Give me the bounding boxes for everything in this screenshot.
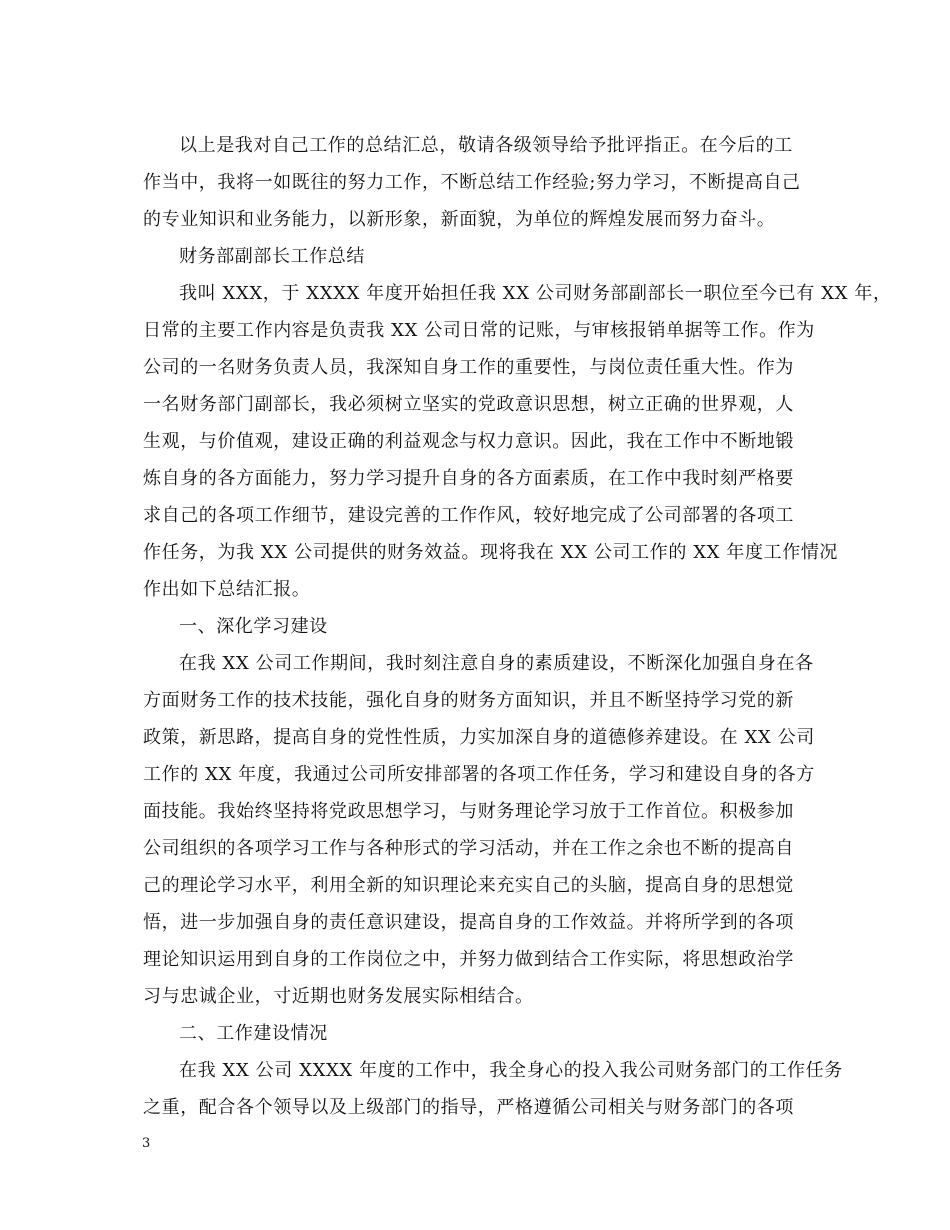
paragraph-line: 炼自身的各方面能力，努力学习提升自身的各方面素质，在工作中我时刻严格要 [143,468,794,489]
paragraph-line: 面技能。我始终坚持将党政思想学习，与财务理论学习放于工作首位。积极参加 [143,801,794,822]
paragraph-line: 之重，配合各个领导以及上级部门的指导，严格遵循公司相关与财务部门的各项 [143,1097,794,1118]
paragraph-line: 作当中，我将一如既往的努力工作，不断总结工作经验;努力学习，不断提高自己 [143,172,801,193]
paragraph-line: 作出如下总结汇报。 [143,579,311,600]
paragraph-line: 生观，与价值观，建设正确的利益观念与权力意识。因此，我在工作中不断地锻 [143,431,794,452]
section-title: 财务部副部长工作总结 [179,246,365,267]
paragraph-line: 在我 XX 公司 XXXX 年度的工作中，我全身心的投入我公司财务部门的工作任务 [179,1060,843,1081]
paragraph-line: 求自己的各项工作细节，建设完善的工作作风，较好地完成了公司部署的各项工 [143,505,794,526]
paragraph-line: 一名财务部门副部长，我必须树立坚实的党政意识思想，树立正确的世界观，人 [143,394,794,415]
paragraph-line: 习与忠诚企业，寸近期也财务发展实际相结合。 [143,986,534,1007]
paragraph-line: 悟，进一步加强自身的责任意识建设，提高自身的工作效益。并将所学到的各项 [143,912,794,933]
paragraph-line: 在我 XX 公司工作期间，我时刻注意自身的素质建设，不断深化加强自身在各 [179,653,814,674]
paragraph-line: 的专业知识和业务能力，以新形象，新面貌，为单位的辉煌发展而努力奋斗。 [143,209,776,230]
paragraph-line: 以上是我对自己工作的总结汇总，敬请各级领导给予批评指正。在今后的工 [179,135,793,156]
paragraph-line: 理论知识运用到自身的工作岗位之中，并努力做到结合工作实际，将思想政治学 [143,949,794,970]
paragraph-line: 作任务，为我 XX 公司提供的财务效益。现将我在 XX 公司工作的 XX 年度工作情况 [143,542,839,563]
paragraph-line: 我叫 XXX，于 XXXX 年度开始担任我 XX 公司财务部副部长一职位至今已有 XX 年， [179,283,892,304]
paragraph-line: 公司组织的各项学习工作与各种形式的学习活动，并在工作之余也不断的提高自 [143,838,794,859]
paragraph-line: 方面财务工作的技术技能，强化自身的财务方面知识，并且不断坚持学习党的新 [143,690,794,711]
section-heading: 二、工作建设情况 [179,1023,328,1044]
paragraph-line: 日常的主要工作内容是负责我 XX 公司日常的记账，与审核报销单据等工作。作为 [143,320,815,341]
paragraph-line: 政策，新思路，提高自身的党性性质，力实加深自身的道德修养建设。在 XX 公司 [143,727,815,748]
section-heading: 一、深化学习建设 [179,616,328,637]
paragraph-line: 工作的 XX 年度，我通过公司所安排部署的各项工作任务，学习和建设自身的各方 [143,764,815,785]
paragraph-line: 公司的一名财务负责人员，我深知自身工作的重要性，与岗位责任重大性。作为 [143,357,794,378]
page-number: 3 [142,1136,151,1151]
paragraph-line: 己的理论学习水平，利用全新的知识理论来充实自己的头脑，提高自身的思想觉 [143,875,794,896]
